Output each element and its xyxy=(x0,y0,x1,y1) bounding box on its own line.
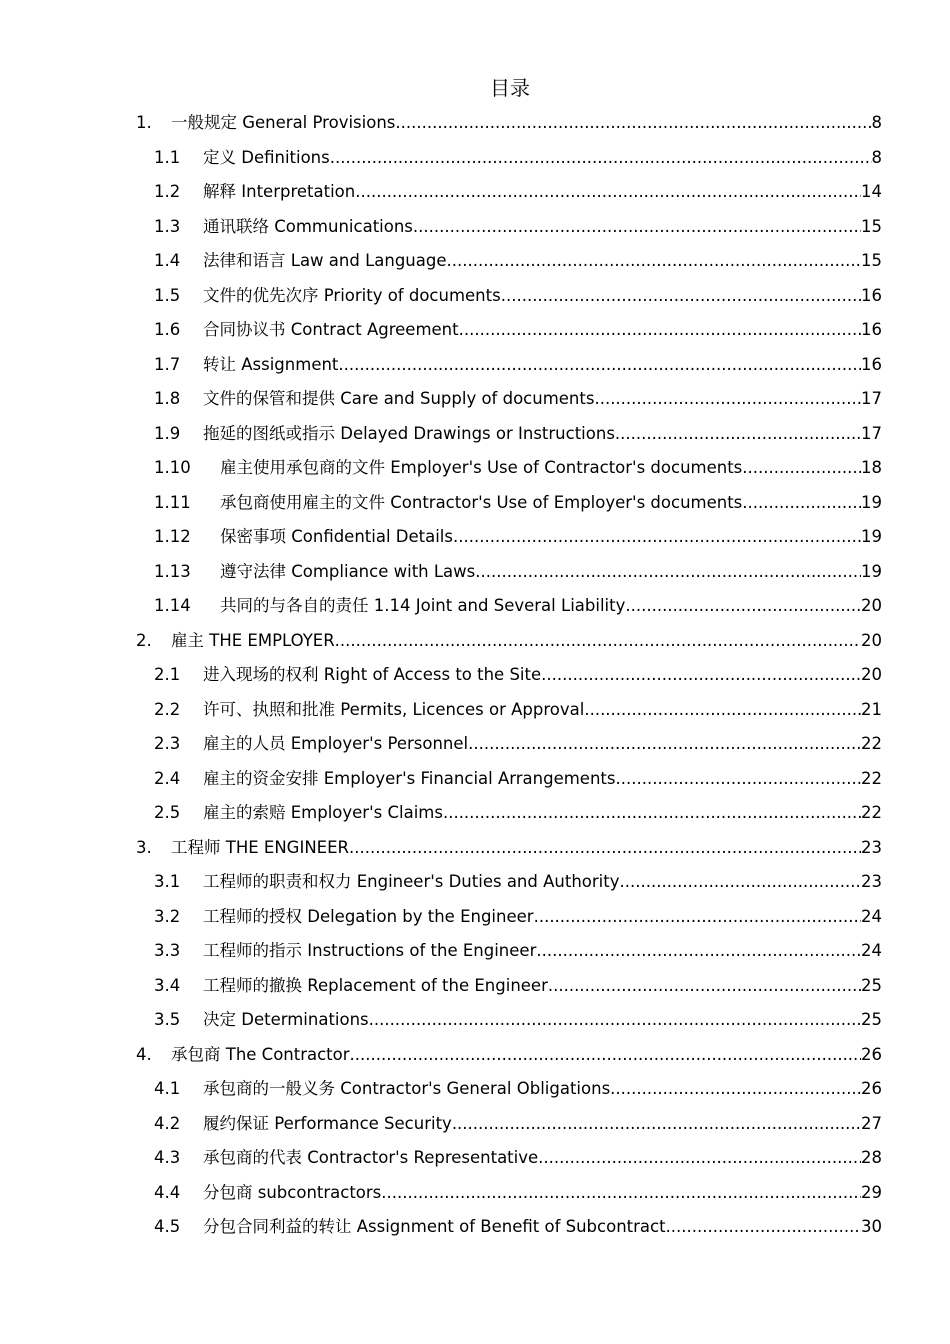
toc-entry-title: 承包商的一般义务 Contractor's General Obligations xyxy=(203,1079,611,1098)
toc-entry-title: 共同的与各自的责任 1.14 Joint and Several Liability xyxy=(220,596,626,615)
toc-entry-title: 工程师的授权 Delegation by the Engineer xyxy=(203,906,534,926)
toc-entry-title: 履约保证 Performance Security xyxy=(203,1113,452,1133)
toc-entry-title: 解释 Interpretation xyxy=(203,182,356,201)
toc-dot-leader xyxy=(335,624,861,659)
toc-entry-title: 文件的优先次序 Priority of documents xyxy=(203,285,501,305)
toc-dot-leader xyxy=(536,934,861,969)
table-of-contents xyxy=(136,106,882,1245)
toc-entry-title: 承包商 The Contractor xyxy=(171,1044,350,1064)
toc-entry-number: 1.4 xyxy=(154,251,181,270)
toc-dot-leader xyxy=(666,1210,861,1245)
toc-entry-title: 决定 Determinations xyxy=(203,1010,369,1029)
toc-chapter-entry[interactable] xyxy=(136,831,882,866)
toc-dot-leader xyxy=(443,796,861,831)
toc-page-number: 29 xyxy=(861,1182,882,1202)
toc-dot-leader xyxy=(468,727,861,762)
toc-section-entry[interactable] xyxy=(136,520,882,555)
toc-dot-leader xyxy=(615,762,861,797)
toc-entry-number: 1.6 xyxy=(154,320,181,339)
toc-page-number: 22 xyxy=(861,768,882,788)
toc-chapter-entry[interactable] xyxy=(136,1038,882,1073)
toc-dot-leader xyxy=(395,106,871,141)
toc-dot-leader xyxy=(534,900,861,935)
toc-entry-number: 2.3 xyxy=(154,734,181,753)
toc-entry-title: 承包商的代表 Contractor's Representative xyxy=(203,1148,539,1167)
toc-entry-title: 工程师的职责和权力 Engineer's Duties and Authority xyxy=(203,872,620,891)
toc-entry-number: 1. xyxy=(136,113,152,132)
toc-entry-number: 2.5 xyxy=(154,803,181,822)
toc-page-number: 30 xyxy=(861,1217,882,1236)
toc-dot-leader xyxy=(475,555,861,590)
toc-page-number: 8 xyxy=(871,147,882,167)
toc-entry-title: 承包商使用雇主的文件 Contractor's Use of Employer's documents xyxy=(220,492,743,512)
toc-page-number: 21 xyxy=(861,699,882,719)
toc-section-entry[interactable] xyxy=(136,1072,882,1107)
toc-dot-leader xyxy=(548,969,861,1004)
toc-entry-title: 合同协议书 Contract Agreement xyxy=(203,320,459,339)
toc-entry-number: 1.3 xyxy=(154,216,181,236)
toc-dot-leader xyxy=(330,141,872,176)
toc-entry-title: 分包商 subcontractors xyxy=(203,1182,382,1202)
toc-entry-number: 1.1 xyxy=(154,147,181,167)
toc-entry-number: 4.5 xyxy=(154,1217,181,1236)
toc-entry-title: 雇主使用承包商的文件 Employer's Use of Contractor's documents xyxy=(220,458,743,477)
toc-entry-title: 工程师 THE ENGINEER xyxy=(171,837,349,857)
toc-dot-leader xyxy=(594,382,861,417)
toc-dot-leader xyxy=(381,1176,861,1211)
toc-section-entry[interactable] xyxy=(136,141,882,176)
toc-entry-number: 4. xyxy=(136,1044,152,1064)
toc-entry-number: 2.4 xyxy=(154,768,181,788)
toc-section-entry[interactable] xyxy=(136,1210,882,1245)
toc-entry-number: 1.2 xyxy=(154,182,181,201)
toc-entry-number: 1.11 xyxy=(154,492,191,512)
toc-entry-title: 进入现场的权利 Right of Access to the Site xyxy=(203,665,542,684)
toc-entry-number: 3.1 xyxy=(154,872,181,891)
toc-entry-title: 法律和语言 Law and Language xyxy=(203,251,447,270)
toc-page-number: 25 xyxy=(861,975,882,995)
toc-dot-leader xyxy=(452,1107,861,1142)
toc-entry-title: 转让 Assignment xyxy=(203,354,339,374)
toc-section-entry[interactable] xyxy=(136,244,882,279)
toc-section-entry[interactable] xyxy=(136,934,882,969)
toc-entry-title: 工程师的撤换 Replacement of the Engineer xyxy=(203,975,548,995)
toc-dot-leader xyxy=(541,658,861,693)
toc-page-number: 22 xyxy=(861,734,882,753)
toc-entry-number: 4.4 xyxy=(154,1182,181,1202)
toc-page-number: 19 xyxy=(861,527,882,546)
toc-dot-leader xyxy=(355,175,861,210)
toc-entry-title: 一般规定 General Provisions xyxy=(171,113,396,132)
toc-dot-leader xyxy=(538,1141,861,1176)
toc-dot-leader xyxy=(350,1038,861,1073)
toc-section-entry[interactable] xyxy=(136,1107,882,1142)
toc-dot-leader xyxy=(742,451,861,486)
toc-entry-title: 工程师的指示 Instructions of the Engineer xyxy=(203,941,537,960)
toc-page-number: 27 xyxy=(861,1113,882,1133)
toc-dot-leader xyxy=(501,279,861,314)
toc-page-number: 23 xyxy=(861,837,882,857)
toc-entry-title: 定义 Definitions xyxy=(203,147,330,167)
toc-section-entry[interactable] xyxy=(136,417,882,452)
toc-section-entry[interactable] xyxy=(136,762,882,797)
toc-section-entry[interactable] xyxy=(136,1003,882,1038)
toc-entry-number: 4.2 xyxy=(154,1113,181,1133)
toc-section-entry[interactable] xyxy=(136,175,882,210)
toc-page-number: 16 xyxy=(861,285,882,305)
toc-dot-leader xyxy=(615,417,861,452)
toc-entry-title: 文件的保管和提供 Care and Supply of documents xyxy=(203,389,595,408)
toc-page-number: 28 xyxy=(861,1148,882,1167)
toc-section-entry[interactable] xyxy=(136,279,882,314)
toc-entry-number: 3.3 xyxy=(154,941,181,960)
toc-entry-title: 雇主的人员 Employer's Personnel xyxy=(203,734,469,753)
toc-section-entry[interactable] xyxy=(136,210,882,245)
toc-page-number: 18 xyxy=(861,458,882,477)
toc-entry-number: 4.1 xyxy=(154,1079,181,1098)
toc-section-entry[interactable] xyxy=(136,348,882,383)
toc-page-number: 14 xyxy=(861,182,882,201)
toc-section-entry[interactable] xyxy=(136,313,882,348)
toc-dot-leader xyxy=(619,865,861,900)
toc-page-number: 23 xyxy=(861,872,882,891)
toc-dot-leader xyxy=(584,693,861,728)
toc-entry-number: 3. xyxy=(136,837,152,857)
toc-section-entry[interactable] xyxy=(136,693,882,728)
toc-entry-title: 通讯联络 Communications xyxy=(203,216,413,236)
toc-section-entry[interactable] xyxy=(136,969,882,1004)
toc-page-number: 24 xyxy=(861,941,882,960)
toc-entry-number: 3.2 xyxy=(154,906,181,926)
toc-section-entry[interactable] xyxy=(136,865,882,900)
toc-page-number: 19 xyxy=(861,492,882,512)
toc-title: 目录 xyxy=(490,76,530,100)
toc-page-number: 20 xyxy=(861,665,882,684)
toc-dot-leader xyxy=(447,244,861,279)
toc-page-number: 26 xyxy=(861,1044,882,1064)
toc-section-entry[interactable] xyxy=(136,555,882,590)
toc-entry-number: 1.9 xyxy=(154,423,181,443)
toc-dot-leader xyxy=(349,831,861,866)
toc-dot-leader xyxy=(610,1072,861,1107)
toc-chapter-entry[interactable] xyxy=(136,106,882,141)
toc-section-entry[interactable] xyxy=(136,1141,882,1176)
toc-entry-title: 遵守法律 Compliance with Laws xyxy=(220,561,476,581)
toc-page-number: 26 xyxy=(861,1079,882,1098)
toc-entry-title: 雇主的索赔 Employer's Claims xyxy=(203,803,443,822)
toc-entry-number: 2.2 xyxy=(154,699,181,719)
toc-dot-leader xyxy=(459,313,861,348)
toc-page-number: 19 xyxy=(861,561,882,581)
toc-entry-title: 保密事项 Confidential Details xyxy=(220,527,453,546)
toc-dot-leader xyxy=(413,210,861,245)
toc-section-entry[interactable] xyxy=(136,451,882,486)
toc-page-number: 16 xyxy=(861,320,882,339)
toc-page-number: 17 xyxy=(861,389,882,408)
toc-entry-number: 3.5 xyxy=(154,1010,181,1029)
toc-page-number: 25 xyxy=(861,1010,882,1029)
toc-page-number: 15 xyxy=(861,216,882,236)
toc-page-number: 20 xyxy=(861,596,882,615)
toc-section-entry[interactable] xyxy=(136,486,882,521)
toc-dot-leader xyxy=(625,589,861,624)
toc-chapter-entry[interactable] xyxy=(136,624,882,659)
toc-entry-title: 许可、执照和批准 Permits, Licences or Approval xyxy=(203,699,585,719)
toc-page-number: 17 xyxy=(861,423,882,443)
toc-dot-leader xyxy=(453,520,861,555)
toc-dot-leader xyxy=(338,348,861,383)
toc-page-number: 24 xyxy=(861,906,882,926)
toc-entry-title: 雇主 THE EMPLOYER xyxy=(171,630,335,650)
toc-entry-number: 1.13 xyxy=(154,561,191,581)
toc-section-entry[interactable] xyxy=(136,1176,882,1211)
toc-entry-number: 4.3 xyxy=(154,1148,181,1167)
toc-section-entry[interactable] xyxy=(136,382,882,417)
toc-entry-number: 1.7 xyxy=(154,354,181,374)
toc-entry-number: 1.10 xyxy=(154,458,191,477)
toc-dot-leader xyxy=(742,486,861,521)
toc-page-number: 15 xyxy=(861,251,882,270)
toc-entry-title: 拖延的图纸或指示 Delayed Drawings or Instructions xyxy=(203,423,615,443)
toc-dot-leader xyxy=(369,1003,861,1038)
toc-entry-number: 2. xyxy=(136,630,152,650)
toc-section-entry[interactable] xyxy=(136,900,882,935)
toc-entry-title: 分包合同利益的转让 Assignment of Benefit of Subcontract xyxy=(203,1217,666,1236)
toc-entry-number: 3.4 xyxy=(154,975,181,995)
toc-section-entry[interactable] xyxy=(136,727,882,762)
toc-entry-number: 1.8 xyxy=(154,389,181,408)
toc-entry-number: 1.5 xyxy=(154,285,181,305)
toc-entry-number: 1.12 xyxy=(154,527,191,546)
toc-section-entry[interactable] xyxy=(136,796,882,831)
toc-entry-title: 雇主的资金安排 Employer's Financial Arrangements xyxy=(203,768,616,788)
toc-entry-number: 1.14 xyxy=(154,596,191,615)
toc-page-number: 22 xyxy=(861,803,882,822)
toc-page-number: 8 xyxy=(871,113,882,132)
toc-section-entry[interactable] xyxy=(136,658,882,693)
toc-section-entry[interactable] xyxy=(136,589,882,624)
toc-page-number: 20 xyxy=(861,630,882,650)
toc-page-number: 16 xyxy=(861,354,882,374)
toc-entry-number: 2.1 xyxy=(154,665,181,684)
